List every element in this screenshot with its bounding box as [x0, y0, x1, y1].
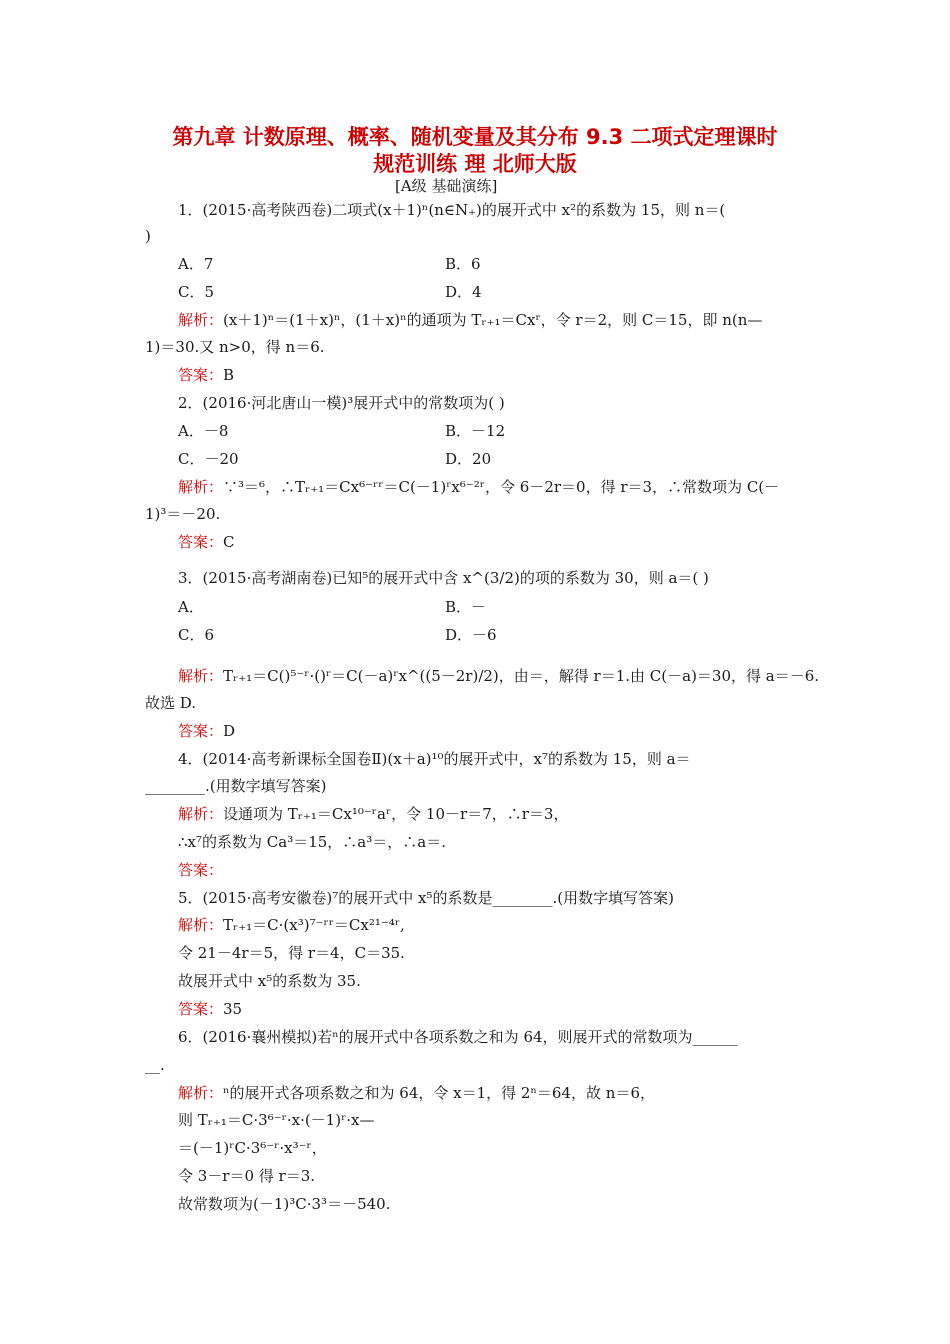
q1-option-a: A．7: [178, 255, 214, 273]
q4-analysis-line1: [178, 804, 568, 824]
q2-option-b: B．－12: [445, 422, 506, 440]
q2-answer: [178, 532, 235, 552]
analysis-label: 解析：: [178, 1084, 224, 1102]
q3-analysis-line1: [178, 666, 819, 686]
q5-stem: 5．(2015·高考安徽卷)⁷的展开式中 x⁵的系数是________.(用数字填写答案): [178, 889, 674, 907]
q3-analysis-line2: 故选 D.: [145, 694, 197, 712]
answer-label: 答案：: [178, 1000, 224, 1018]
q6-analysis-line2: 则 Tᵣ₊₁＝C·3⁶⁻ʳ·x·(－1)ʳ·x—: [178, 1111, 375, 1129]
q1-stem: 1．(2015·高考陕西卷)二项式(x＋1)ⁿ(n∈N₊)的展开式中 x²的系数为 15，则 n＝(: [178, 201, 726, 219]
q5-analysis-line2: 令 21－4r＝5，得 r＝4，C＝35.: [178, 944, 405, 962]
q4-analysis-text1: 设通项为 Tᵣ₊₁＝Cx¹⁰⁻ʳaʳ，令 10－r＝7，∴r＝3，: [223, 805, 569, 823]
page-title-line2: 规范训练 理 北师大版: [373, 152, 577, 176]
q3-analysis-text1: Tᵣ₊₁＝C()⁵⁻ʳ·()ʳ＝C(－a)ʳx^((5－2r)/2)，由＝，解得 r＝1.由 C(－a)＝30，得 a＝－6.: [223, 667, 820, 685]
analysis-label: 解析：: [178, 805, 224, 823]
q2-analysis-text1: ∵³＝⁶，∴Tᵣ₊₁＝Cx⁶⁻ʳʳ＝C(－1)ʳx⁶⁻²ʳ，令 6－2r＝0，得 r＝3，∴常数项为 C(－: [223, 478, 780, 496]
q3-answer-value: D: [223, 722, 236, 740]
q6-analysis-line3: ＝(－1)ʳC·3⁶⁻ʳ·x³⁻ʳ，: [178, 1139, 327, 1157]
q3-option-a: A．: [178, 598, 204, 616]
q2-analysis-line2: 1)³＝－20.: [145, 505, 221, 523]
level-heading: [A级 基础演练]: [395, 177, 498, 195]
q2-option-a: A．－8: [178, 422, 229, 440]
q6-analysis-line5: 故常数项为(－1)³C·3³＝－540.: [178, 1195, 391, 1213]
q4-stem-cont: ________.(用数字填写答案): [145, 777, 327, 795]
q2-answer-value: C: [223, 533, 235, 551]
q3-answer: [178, 721, 235, 741]
analysis-label: 解析：: [178, 916, 224, 934]
analysis-label: 解析：: [178, 667, 224, 685]
q1-analysis-line1: [178, 310, 762, 330]
q1-option-d: D．4: [445, 283, 482, 301]
analysis-label: 解析：: [178, 478, 224, 496]
q5-analysis-line3: 故展开式中 x⁵的系数为 35.: [178, 972, 361, 990]
q1-answer: [178, 365, 234, 385]
q4-stem: 4．(2014·高考新课标全国卷Ⅱ)(x＋a)¹⁰的展开式中，x⁷的系数为 15，则 a＝: [178, 750, 691, 768]
q3-option-d: D．－6: [445, 626, 497, 644]
q1-option-c: C．5: [178, 283, 215, 301]
q4-answer: [178, 860, 223, 880]
q6-stem: 6．(2016·襄州模拟)若ⁿ的展开式中各项系数之和为 64，则展开式的常数项为______: [178, 1028, 738, 1046]
q2-option-d: D．20: [445, 450, 492, 468]
page-title-line1: 第九章 计数原理、概率、随机变量及其分布 9.3 二项式定理课时: [172, 125, 778, 149]
q1-analysis-line2: 1)＝30.又 n>0，得 n＝6.: [145, 338, 325, 356]
q6-stem-cont: __.: [145, 1056, 165, 1074]
q2-option-c: C．－20: [178, 450, 239, 468]
analysis-label: 解析：: [178, 311, 224, 329]
q5-answer: [178, 999, 242, 1019]
q3-option-b: B．－: [445, 598, 487, 616]
answer-label: 答案：: [178, 861, 224, 879]
q3-stem: 3．(2015·高考湖南卷)已知⁵的展开式中含 x^(3/2)的项的系数为 30，则 a＝( ): [178, 569, 709, 587]
answer-label: 答案：: [178, 722, 224, 740]
q5-analysis-line1: [178, 915, 405, 935]
q2-analysis-line1: [178, 477, 779, 497]
q5-answer-value: 35: [223, 1000, 243, 1018]
q2-stem: 2．(2016·河北唐山一模)³展开式中的常数项为( ): [178, 394, 505, 412]
q4-analysis-line2: ∴x⁷的系数为 Ca³＝15，∴a³＝，∴a＝.: [178, 833, 446, 851]
q3-option-c: C．6: [178, 626, 215, 644]
answer-label: 答案：: [178, 366, 224, 384]
q1-analysis-text1: (x＋1)ⁿ＝(1＋x)ⁿ，(1＋x)ⁿ的通项为 Tᵣ₊₁＝Cxʳ，令 r＝2，则 C＝15，即 n(n—: [223, 311, 763, 329]
q1-stem-cont: ): [145, 227, 151, 245]
q6-analysis-text1: ⁿ的展开式各项系数之和为 64，令 x＝1，得 2ⁿ＝64，故 n＝6，: [223, 1084, 655, 1102]
q1-option-b: B．6: [445, 255, 481, 273]
q5-analysis-text1: Tᵣ₊₁＝C·(x³)⁷⁻ʳʳ＝Cx²¹⁻⁴ʳ,: [223, 916, 405, 934]
q6-analysis-line4: 令 3－r＝0 得 r＝3.: [178, 1167, 316, 1185]
answer-label: 答案：: [178, 533, 224, 551]
q1-answer-value: B: [223, 366, 235, 384]
q6-analysis-line1: [178, 1083, 655, 1103]
